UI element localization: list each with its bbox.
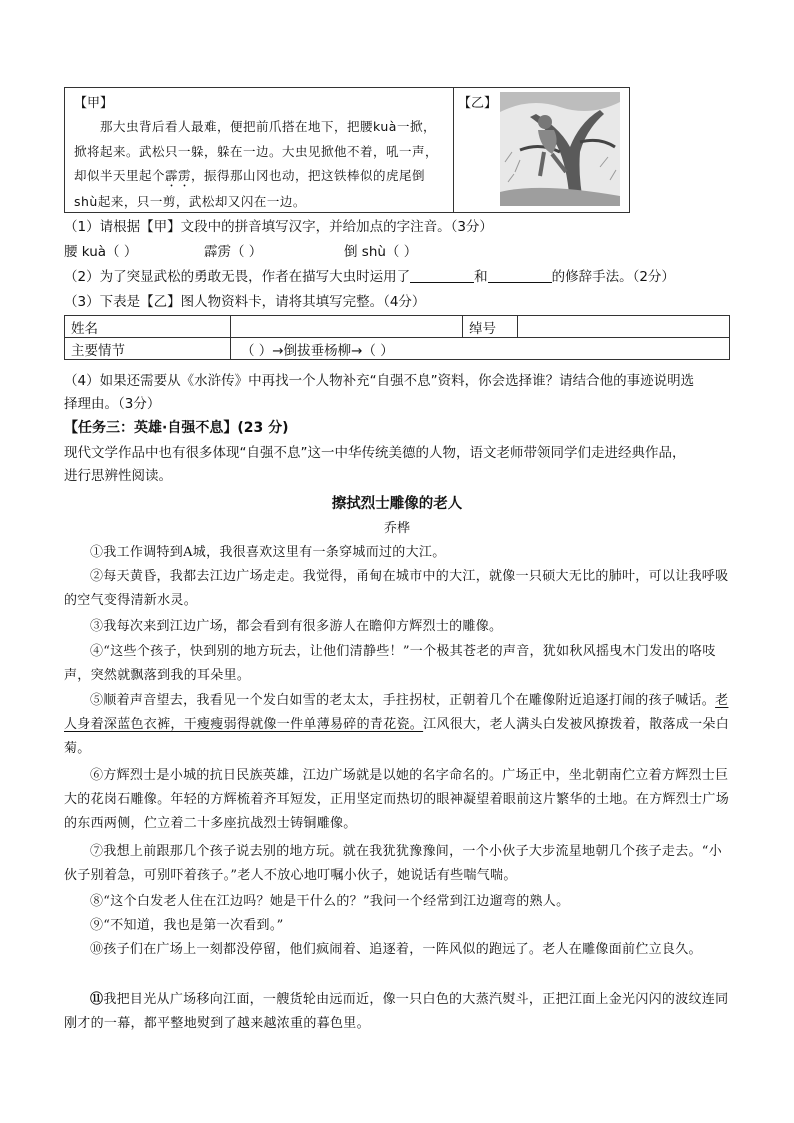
wusong-tree-illustration: [500, 92, 620, 206]
question-4-line1: （4）如果还需要从《水浒传》中再找一个人物补充“自强不息”资料，你会选择谁？请结合他的事迹说明选: [64, 373, 695, 389]
article-paragraph-10: ⑩孩子们在广场上一刻都没停留，他们疯闹着、追逐着，一阵风似的跑远了。老人在雕像面前伫立良久。: [90, 942, 702, 957]
article-paragraph-7: ⑦我想上前跟那几个孩子说去别的地方玩。就在我犹犹豫豫间，一个小伙子大步流星地朝几个孩子走去。“小伙子别着急，可别吓着孩子。”老人不放心地叮嘱小伙子，她说话有些喘气喘。: [64, 844, 723, 883]
article-paragraph-1: ①我工作调特到A城，我很喜欢这里有一条穿城而过的大江。: [90, 545, 446, 560]
jia-passage: [74, 115, 446, 215]
character-card-table: [64, 315, 730, 360]
pinyin-shu: shù: [74, 194, 98, 209]
jia-text-1: 那大虫背后看人最难，便把前爪搭在地下，把腰: [100, 119, 374, 134]
jia-text-2: 一掀，掀将起来。武松只一躲，躲在一边。大虫见掀他不着，吼一声，却似半天里起个: [74, 119, 439, 183]
p5-text-a: ⑤顺着声音望去，我看见一个发白如雪的老太太，手拄拐杖，正朝着几个在雕像附近追逐打闹的孩子喊话。: [90, 693, 716, 708]
q1-answer-kua[interactable]: 腰 kuà（ ）: [64, 244, 138, 260]
question-1: （1）请根据【甲】文段中的拼音填写汉字，并给加点的字注音。（3分）: [64, 219, 493, 235]
q1-answer-pili[interactable]: 霹雳（ ）: [204, 244, 263, 260]
question-2: [64, 268, 675, 286]
p11-text: 我把目光从广场移向江面，一艘货轮由远而近，像一只白色的大蒸汽熨斗，正把江面上金光闪闪的波纹连同刚才的一幕，都平整地熨到了越来越浓重的暮色里。: [64, 992, 729, 1031]
article-paragraph-2: ②每天黄昏，我都去江边广场走走。我觉得，甬甸在城市中的大江，就像一只硕大无比的肺叶，可以让我呼吸的空气变得清新水灵。: [64, 569, 729, 608]
article-paragraph-9: ⑨“不知道，我也是第一次看到。”: [90, 918, 284, 933]
p11-number: ⑪: [90, 992, 104, 1007]
card-name-label: 姓名: [65, 316, 231, 338]
q2-blank-1[interactable]: [410, 268, 474, 283]
yi-label: 【乙】: [458, 96, 498, 111]
article-paragraph-8: ⑧“这个白发老人住在江边吗？她是干什么的？”我问一个经常到江边遛弯的熟人。: [90, 894, 570, 909]
question-4-line2: 择理由。（3分）: [64, 396, 161, 412]
q2-text-pre: （2）为了突显武松的勇敢无畏，作者在描写大虫时运用了: [64, 269, 411, 285]
article-title: 擦拭烈士雕像的老人: [331, 495, 463, 512]
pinyin-kua: kuà: [373, 119, 397, 134]
card-nickname-label: 绰号: [463, 316, 518, 338]
article-paragraph-5: [64, 689, 732, 761]
q2-text-post: 的修辞手法。（2分）: [551, 269, 675, 285]
dotted-pili: 霹雳: [165, 168, 192, 183]
task3-intro-line2: 进行思辨性阅读。: [64, 468, 172, 484]
card-plot-label: 主要情节: [65, 338, 231, 360]
q2-text-mid: 和: [474, 269, 488, 285]
article-paragraph-3: ③我每次来到江边广场，都会看到有很多游人在瞻仰方辉烈士的雕像。: [90, 619, 503, 634]
article-author: 乔桦: [383, 521, 410, 536]
task3-heading: 【任务三：英雄·自强不息】(23 分): [64, 420, 289, 436]
jia-label: 【甲】: [74, 96, 114, 111]
card-nickname-input[interactable]: [518, 316, 730, 338]
q2-blank-2[interactable]: [488, 268, 552, 283]
article-paragraph-4: ④“这些个孩子，快到别的地方玩去，让他们清静些！”一个极其苍老的声音，犹如秋风摇曳木门发出的咯吱声，突然就飘落到我的耳朵里。: [64, 644, 716, 683]
card-name-input[interactable]: [231, 316, 463, 338]
card-plot-value[interactable]: （ ）→倒拔垂杨柳→（ ）: [231, 338, 730, 360]
q1-answer-shu[interactable]: 倒 shù（ ）: [344, 244, 418, 260]
jia-text-3: ，振得那山冈也动，把这铁棒似的虎尾倒: [191, 168, 426, 183]
box-divider: [453, 88, 454, 212]
p5-underlined-sentence: 老人身着深蓝色衣裤，干瘦瘦弱得就像一件单薄易碎的青花瓷。: [64, 693, 729, 732]
article-paragraph-11: [64, 988, 732, 1036]
jia-text-4: 起来，只一剪，武松却又闪在一边。: [97, 194, 306, 209]
task3-intro-line1: 现代文学作品中也有很多体现“自强不息”这一中华传统美德的人物，语文老师带领同学们走进经典作品，: [64, 445, 686, 461]
question-3: （3）下表是【乙】图人物资料卡，请将其填写完整。（4分）: [64, 294, 426, 310]
article-paragraph-6: ⑥方辉烈士是小城的抗日民族英雄，江边广场就是以她的名字命名的。广场正中，坐北朝南伫立着方辉烈士巨大的花岗石雕像。年轻的方辉梳着齐耳短发，正用坚定而热切的眼神凝望着眼前这片繁华的土地。在方辉烈士广场的东西两侧，伫立着二十多座抗战烈士铸铜雕像。: [64, 768, 730, 831]
p5-text-b: 江风很大，老人满头白发被风撩拨着，散落成一朵白菊。: [64, 717, 730, 756]
